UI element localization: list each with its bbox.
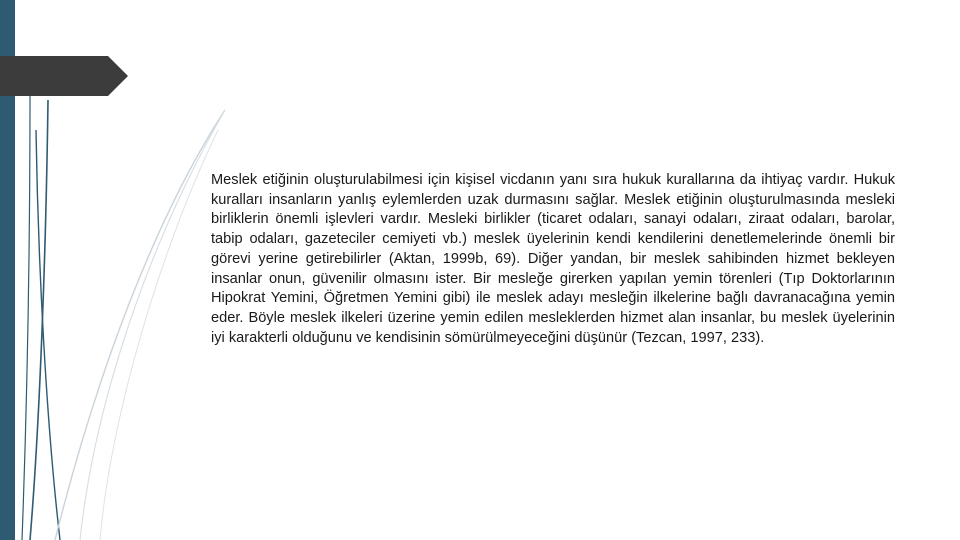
- decor-line-dark-1: [30, 100, 48, 540]
- arrow-tab-shape: [0, 56, 128, 96]
- decor-line-light-1: [55, 110, 225, 540]
- decor-line-dark-3: [22, 96, 30, 540]
- decor-line-dark-2: [36, 130, 60, 540]
- decor-line-light-2: [80, 110, 225, 540]
- body-paragraph: Meslek etiğinin oluşturulabilmesi için kişisel vicdanın yanı sıra hukuk kurallarına da ihtiyaç vardır. Hukuk kuralları insanların yanlış eylemlerden uzak durmasını sağlar. Meslek etiğinin oluşturulmasında mesleki birliklerin önemli işlevleri vardır. Mesleki birlikler (ticaret odaları, sanayi odaları, ziraat odaları, barolar, tabip odaları, gazeteciler cemiyeti vb.) meslek üyelerinin kendi kendilerini denetlemelerinde önemli bir görevi yerine getirebilirler (Aktan, 1999b, 69). Diğer yandan, bir meslek sahibinden hizmet bekleyen insanlar onun, güvenilir olmasını ister. Bir mesleğe girerken yapılan yemin törenleri (Tıp Doktorlarının Hipokrat Yemini, Öğretmen Yemini gibi) ile meslek adayı mesleğin ilkelerine bağlı davranacağına yemin eder. Böyle meslek ilkeleri üzerine yemin edilen mesleklerden hizmet alan insanlar, bu meslek üyelerinin iyi karakterli olduğunu ve kendisinin sömürülmeyeceğini düşünür (Tezcan, 1997, 233).: [211, 172, 895, 346]
